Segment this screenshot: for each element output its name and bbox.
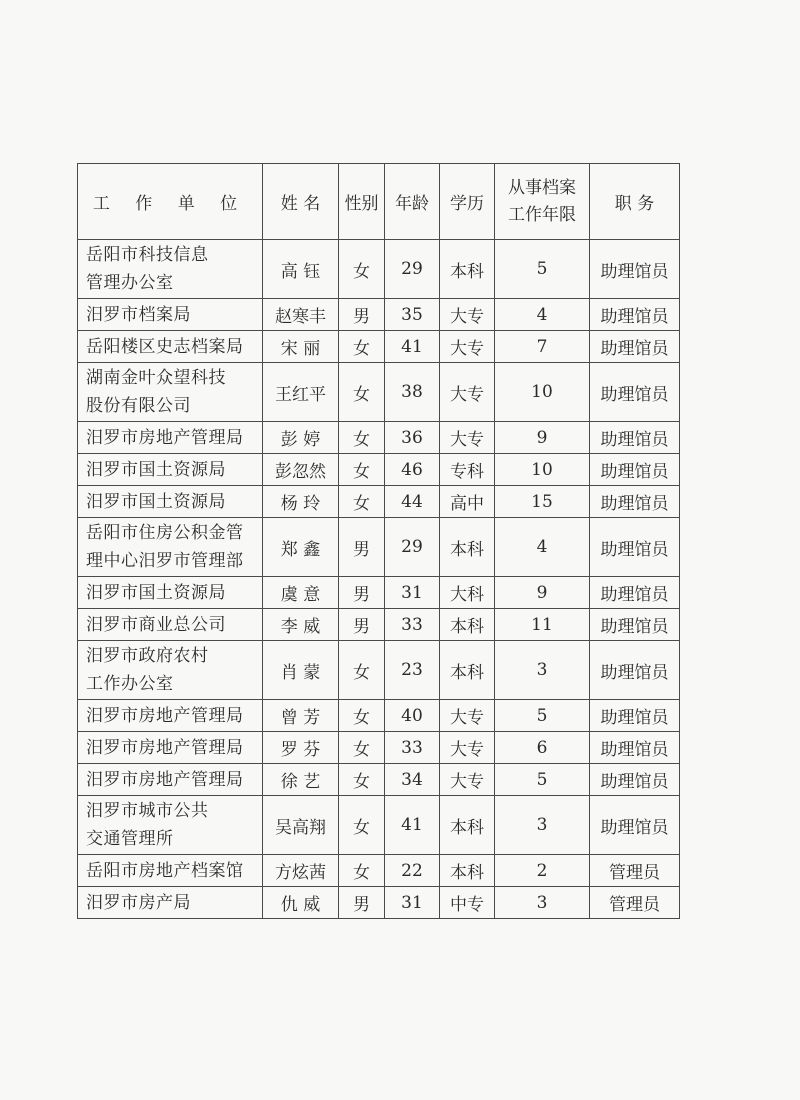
cell-unit [78,764,263,796]
cell-unit-line: 汨罗市商业总公司 [86,614,226,635]
table-header-row [78,164,680,240]
cell-title: 助理馆员 [590,299,680,331]
cell-gender: 女 [339,240,385,299]
table-row [78,887,680,919]
header-years-line2: 工作年限 [508,204,576,225]
cell-unit-line: 汨罗市档案局 [86,304,191,325]
header-gender: 性别 [339,164,385,240]
header-years-line1: 从事档案 [508,177,576,198]
cell-years: 15 [495,486,590,518]
cell-education: 大专 [440,299,495,331]
cell-name: 赵寒丰 [263,299,339,331]
cell-age: 40 [385,700,440,732]
cell-unit [78,518,263,577]
cell-title: 助理馆员 [590,486,680,518]
cell-gender: 女 [339,486,385,518]
cell-gender: 男 [339,299,385,331]
cell-years: 3 [495,641,590,700]
cell-age: 34 [385,764,440,796]
cell-education: 中专 [440,887,495,919]
cell-name: 彭 婷 [263,422,339,454]
cell-title: 助理馆员 [590,796,680,855]
cell-unit [78,331,263,363]
table-row [78,577,680,609]
cell-years: 10 [495,454,590,486]
cell-unit [78,299,263,331]
cell-years: 4 [495,518,590,577]
cell-unit-line: 汨罗市房地产管理局 [86,705,244,726]
cell-education: 大专 [440,331,495,363]
cell-name: 徐 艺 [263,764,339,796]
cell-unit-line: 汨罗市城市公共 [86,801,209,821]
cell-title: 助理馆员 [590,240,680,299]
cell-gender: 女 [339,641,385,700]
cell-title: 助理馆员 [590,422,680,454]
cell-unit [78,422,263,454]
cell-education: 大专 [440,700,495,732]
cell-title: 助理馆员 [590,454,680,486]
cell-name: 李 威 [263,609,339,641]
cell-gender: 女 [339,732,385,764]
cell-unit-line: 汨罗市房产局 [86,892,191,913]
cell-unit [78,363,263,422]
cell-years: 9 [495,422,590,454]
header-title: 职 务 [590,164,680,240]
cell-age: 41 [385,796,440,855]
cell-years: 2 [495,855,590,887]
cell-age: 35 [385,299,440,331]
cell-title: 助理馆员 [590,577,680,609]
cell-name: 高 钰 [263,240,339,299]
cell-unit [78,732,263,764]
cell-years: 5 [495,700,590,732]
table-row [78,486,680,518]
cell-title: 助理馆员 [590,641,680,700]
table-row [78,732,680,764]
cell-years: 3 [495,887,590,919]
cell-name: 曾 芳 [263,700,339,732]
table-row [78,331,680,363]
cell-unit-line: 汨罗市国土资源局 [86,491,226,512]
cell-gender: 女 [339,454,385,486]
cell-gender: 男 [339,887,385,919]
cell-name: 王红平 [263,363,339,422]
cell-age: 33 [385,609,440,641]
header-age: 年龄 [385,164,440,240]
cell-years: 6 [495,732,590,764]
cell-unit-line: 汨罗市国土资源局 [86,582,226,603]
cell-gender: 女 [339,796,385,855]
cell-title: 助理馆员 [590,331,680,363]
cell-title: 管理员 [590,887,680,919]
cell-unit [78,240,263,299]
cell-unit-line: 交通管理所 [86,829,174,849]
cell-name: 宋 丽 [263,331,339,363]
cell-gender: 女 [339,855,385,887]
table-row [78,641,680,700]
cell-title: 助理馆员 [590,518,680,577]
cell-years: 11 [495,609,590,641]
cell-name: 仇 威 [263,887,339,919]
table-row [78,700,680,732]
table-row [78,796,680,855]
cell-gender: 女 [339,700,385,732]
table-row [78,518,680,577]
cell-age: 44 [385,486,440,518]
cell-name: 罗 芬 [263,732,339,764]
table-row [78,609,680,641]
cell-age: 29 [385,240,440,299]
cell-education: 大专 [440,363,495,422]
cell-age: 33 [385,732,440,764]
header-name: 姓 名 [263,164,339,240]
table-row [78,764,680,796]
cell-age: 31 [385,887,440,919]
cell-name: 肖 蒙 [263,641,339,700]
cell-unit [78,887,263,919]
cell-education: 本科 [440,609,495,641]
cell-years: 3 [495,796,590,855]
cell-unit-line: 湖南金叶众望科技 [86,368,226,388]
cell-unit-line: 股份有限公司 [86,396,191,416]
cell-name: 杨 玲 [263,486,339,518]
cell-education: 本科 [440,855,495,887]
cell-education: 本科 [440,518,495,577]
cell-name: 方炫茜 [263,855,339,887]
cell-title: 管理员 [590,855,680,887]
cell-unit [78,486,263,518]
cell-age: 22 [385,855,440,887]
cell-title: 助理馆员 [590,363,680,422]
cell-unit [78,855,263,887]
cell-title: 助理馆员 [590,700,680,732]
cell-unit-line: 汨罗市房地产管理局 [86,427,244,448]
cell-age: 23 [385,641,440,700]
cell-years: 10 [495,363,590,422]
cell-education: 大专 [440,764,495,796]
cell-education: 高中 [440,486,495,518]
cell-unit-line: 理中心汨罗市管理部 [86,551,244,571]
cell-unit [78,641,263,700]
cell-unit-line: 工作办公室 [86,674,174,694]
cell-unit-line: 岳阳市住房公积金管 [86,523,244,543]
cell-unit-line: 汨罗市房地产管理局 [86,737,244,758]
table-row [78,299,680,331]
table-row [78,855,680,887]
cell-unit-line: 岳阳市房地产档案馆 [86,860,244,881]
cell-unit-line: 汨罗市政府农村 [86,646,209,666]
cell-unit [78,577,263,609]
cell-title: 助理馆员 [590,732,680,764]
cell-gender: 女 [339,764,385,796]
header-education: 学历 [440,164,495,240]
cell-gender: 男 [339,577,385,609]
cell-unit-line: 岳阳楼区史志档案局 [86,336,244,357]
cell-years: 5 [495,240,590,299]
cell-years: 5 [495,764,590,796]
cell-unit-line: 岳阳市科技信息 [86,245,209,265]
cell-name: 郑 鑫 [263,518,339,577]
cell-title: 助理馆员 [590,764,680,796]
table-row [78,363,680,422]
cell-title: 助理馆员 [590,609,680,641]
cell-name: 彭忽然 [263,454,339,486]
cell-name: 吴高翔 [263,796,339,855]
cell-gender: 女 [339,422,385,454]
cell-unit [78,609,263,641]
cell-gender: 男 [339,609,385,641]
cell-education: 大专 [440,422,495,454]
header-unit: 工 作 单 位 [78,164,263,240]
cell-education: 专科 [440,454,495,486]
cell-age: 36 [385,422,440,454]
cell-gender: 女 [339,331,385,363]
cell-unit [78,454,263,486]
cell-unit-line: 汨罗市国土资源局 [86,459,226,480]
cell-age: 29 [385,518,440,577]
cell-gender: 男 [339,518,385,577]
cell-education: 大专 [440,732,495,764]
cell-name: 虞 意 [263,577,339,609]
cell-education: 大科 [440,577,495,609]
header-years [495,164,590,240]
cell-unit [78,700,263,732]
cell-age: 31 [385,577,440,609]
cell-unit-line: 汨罗市房地产管理局 [86,769,244,790]
table-row [78,422,680,454]
cell-unit [78,796,263,855]
cell-gender: 女 [339,363,385,422]
cell-age: 46 [385,454,440,486]
personnel-table [77,163,680,919]
cell-age: 41 [385,331,440,363]
cell-education: 本科 [440,240,495,299]
table-row [78,454,680,486]
cell-education: 本科 [440,796,495,855]
cell-education: 本科 [440,641,495,700]
table-row [78,240,680,299]
cell-years: 7 [495,331,590,363]
cell-age: 38 [385,363,440,422]
cell-years: 4 [495,299,590,331]
cell-years: 9 [495,577,590,609]
cell-unit-line: 管理办公室 [86,273,174,293]
